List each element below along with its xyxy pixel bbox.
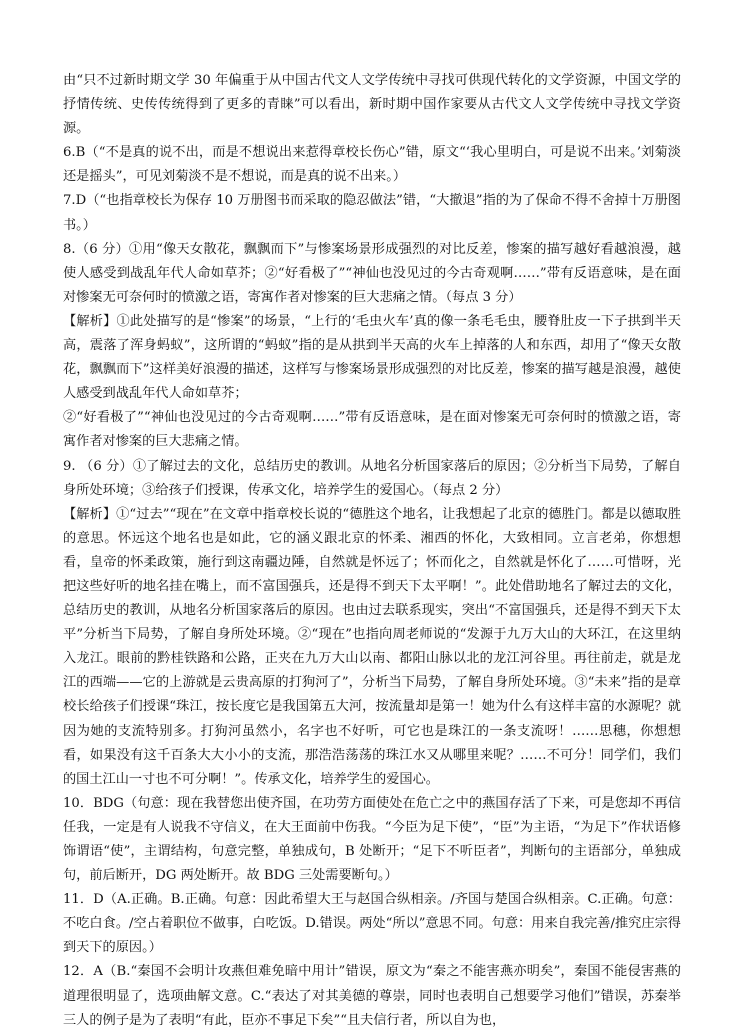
answer-8-analysis-point-2: ②“好看极了”“神仙也没见过的今古奇观啊……”带有反语意味，是在面对惨案无可奈何时的愤激之语，寄寓作者对惨案的巨大悲痛之情。 [63, 410, 681, 450]
answer-9-analysis: 【解析】①“过去”“现在”在文章中指章校长说的“德胜这个地名，让我想起了北京的德胜门。都是以德取胜的意思。怀远这个地名也是如此，它的涵义跟北京的怀柔、湘西的怀化，大致相同。立言老弟，你想想看，皇帝的怀柔政策，施行到这南疆边陲，自然就是怀远了；怀而化之，自然就是怀化了……可惜呀，光把这些好听的地名挂在嘴上，而不富国强兵，还是得不到天下太平啊！”。此处借助地名了解过去的文化，总结历史的教训，从地名分析国家落后的原因。也由过去联系现实，突出“不富国强兵，还是得不到天下太平”分析当下局势，了解自身所处环境。②“现在”也指向周老师说的“发源于九万大山的大环江，在这里纳入龙江。眼前的黔桂铁路和公路，正夹在九万大山以南、都阳山脉以北的龙江河谷里。再往前走，就是龙江的西端——它的上游就是云贵高原的打狗河了”，分析当下局势，了解自身所处环境。③“未来”指的是章校长给孩子们授课“珠江，按长度它是我国第五大河，按流量却是第一！她为什么有这样丰富的水源呢？就因为她的支流特别多。打狗河虽然小，名字也不好听，可它也是珠江的一条支流呀！……思穗，你想想看，如果没有这千百条大大小小的支流，那浩浩荡荡的珠江水又从哪里来呢？……不可分！同学们，我们的国土江山一寸也不可分啊！”。传承文化，培养学生的爱国心。 [63, 506, 681, 787]
answer-8: 8.（6 分）①用“像天女散花，飘飘而下”与惨案场景形成强烈的对比反差，惨案的描写越好看越浪漫，越使人感受到战乱年代人命如草芥；②“好看极了”“神仙也没见过的今古奇观啊……”带有反语意味，是在面对惨案无可奈何时的愤激之语，寄寓作者对惨案的巨大悲痛之情。（每点 3 分） [63, 241, 681, 305]
answer-11: 11．D（A.正确。B.正确。句意：因此希望大王与赵国合纵相亲。/齐国与楚国合纵相亲。C.正确。句意：不吃白食。/空占着职位不做事，白吃饭。D.错误。两处“所以”意思不同。句意：用来自我完善/推究庄宗得到天下的原因。） [63, 892, 681, 956]
answer-9: 9. （6 分）①了解过去的文化，总结历史的教训。从地名分析国家落后的原因；②分析当下局势，了解自身所处环境；③给孩子们授课，传承文化，培养学生的爱国心。（每点 2 分） [63, 458, 681, 498]
answer-6: 6.B（“不是真的说不出，而是不想说出来惹得章校长伤心”错，原文“‘我心里明白，可是说不出来。’刘菊淡还是摇头”，可见刘菊淡不是不想说，而是真的说不出来。） [63, 145, 681, 185]
answer-8-analysis: 【解析】①此处描写的是“惨案”的场景，“上行的‘毛虫火车’真的像一条毛毛虫，腰脊肚皮一下子拱到半天高，震落了浑身蚂蚁”，这所谓的“蚂蚁”指的是从拱到半天高的火车上掉落的人和东西，却用了“像天女散花，飘飘而下”这样美好浪漫的描述，这样写与惨案场景形成强烈的对比反差，惨案的描写越是浪漫，越使人感受到战乱年代人命如草芥； [63, 313, 681, 402]
paragraph-intro: 由“只不过新时期文学 30 年偏重于从中国古代文人文学传统中寻找可供现代转化的文学资源，中国文学的抒情传统、史传传统得到了更多的青睐”可以看出，新时期中国作家要从古代文人文学传统中寻找文学资源。 [63, 73, 681, 137]
answer-7: 7.D（“也指章校长为保存 10 万册图书而采取的隐忍做法”错，“大撤退”指的为了保命不得不舍掉十万册图书。） [63, 193, 681, 233]
answer-12: 12．A（B.“秦国不会明计攻燕但难免暗中用计”错误，原文为“秦之不能害燕亦明矣”，秦国不能侵害燕的道理很明显了，选项曲解文意。C.“表达了对其美德的尊崇，同时也表明自己想要学习他们”错误，苏秦举三人的例子是为了表明“有此，臣亦不事足下矣”“且夫信行者，所以自为也， [63, 964, 681, 1028]
answer-10: 10．BDG（句意：现在我替您出使齐国，在功劳方面使处在危亡之中的燕国存活了下来，可是您却不再信任我，一定是有人说我不守信义，在大王面前中伤我。“今臣为足下使”，“臣”为主语，“为足下”作状语修饰谓语“使”，主谓结构，句意完整，单独成句，B 处断开；“足下不听臣者”，判断句的主语部分，单独成句，前后断开，DG 两处断开。故 BDG 三处需要断句。） [63, 795, 681, 884]
